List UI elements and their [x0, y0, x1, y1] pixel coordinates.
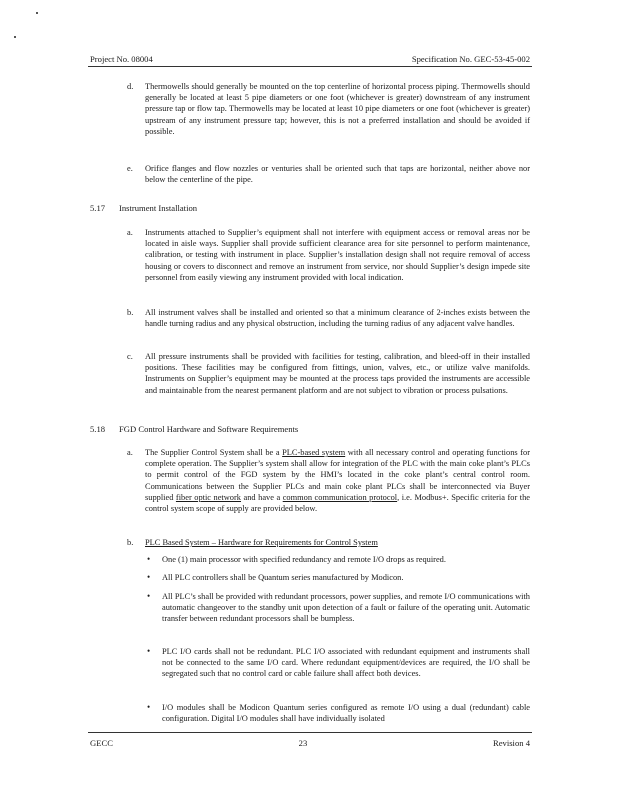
- fiber-optic-network-term: fiber optic network: [175, 492, 241, 502]
- section-title: Instrument Installation: [119, 203, 198, 213]
- bullet-text: All PLC’s shall be provided with redundant processors, power supplies, and remote I/O communications with automatic changeover to the standby unit upon detection of a fault or failure of the operating unit. Automatic transfer between redundant processors shall be bumpless.: [162, 592, 530, 624]
- subsection-heading: PLC Based System – Hardware for Requirements for Control System: [145, 538, 378, 547]
- bullet-text: PLC I/O cards shall not be redundant. PLC I/O associated with redundant equipment and instruments shall not be connected to the same I/O card. Where redundant equipment/devices are required, the I/O shall be segregated such that no control card or cable failure shall affect both devices.: [162, 647, 530, 679]
- bullet-text: I/O modules shall be Modicon Quantum series configured as remote I/O using a dual (redundant) cable configuration. Digital I/O modules shall have individually isolated: [162, 703, 530, 724]
- bullet-icon: •: [147, 646, 151, 656]
- paragraph-518-a: [145, 447, 530, 514]
- paragraph-d: Thermowells should generally be mounted on the top centerline of horizontal process piping. Thermowells should generally be located at least 5 pipe diameters or one foot (whichever is greater) downstream of any instrument pressure tap or flow tap. Thermowells may be located at least 10 pipe diameters or one foot (whichever is greater) upstream of any instrument pressure tap; however, this is not a preferred installation and should be avoided if possible.: [145, 82, 530, 136]
- communication-protocol-term: common communication protocol: [282, 492, 398, 502]
- scan-speck: [14, 36, 16, 38]
- project-number: Project No. 08004: [90, 54, 153, 64]
- footer-rule: [88, 732, 532, 733]
- item-marker: b.: [127, 308, 134, 317]
- item-marker: e.: [127, 164, 133, 173]
- section-number: 5.18: [90, 424, 106, 434]
- item-marker: b.: [127, 538, 134, 547]
- plc-based-system-term: PLC-based system: [282, 448, 346, 457]
- page-footer: [90, 738, 530, 748]
- paragraph-e: Orifice flanges and flow nozzles or venturies shall be oriented such that taps are horizontal, neither above nor below the centerline of the pipe.: [145, 164, 530, 185]
- page-header: [90, 54, 530, 64]
- scan-speck: [36, 12, 38, 14]
- bullet-icon: •: [147, 591, 151, 601]
- bullet-icon: •: [147, 554, 151, 564]
- section-title: FGD Control Hardware and Software Requirements: [119, 424, 299, 434]
- specification-number: Specification No. GEC-53-45-002: [411, 54, 530, 64]
- item-marker: a.: [127, 228, 133, 237]
- bullet-text: All PLC controllers shall be Quantum series manufactured by Modicon.: [162, 573, 404, 582]
- item-marker: a.: [127, 448, 133, 457]
- text-run: The Supplier Control System shall be a: [145, 448, 283, 457]
- item-marker: c.: [127, 352, 133, 361]
- footer-company: GECC: [90, 738, 113, 748]
- bullet-icon: •: [147, 702, 151, 712]
- header-rule: [88, 66, 532, 67]
- bullet-text: One (1) main processor with specified redundancy and remote I/O drops as required.: [162, 555, 446, 564]
- text-run: and have a: [240, 492, 283, 502]
- paragraph-517-a: Instruments attached to Supplier’s equipment shall not interfere with equipment access or removal areas nor be located in aisle ways. Supplier shall provide sufficient clearance area for site personnel to perform maintenance, calibration, or testing with instrument in place. Supplier’s installation design shall not require removal of access housing or covers to disconnect and remove an instrument from service, nor should Supplier’s design impede site personnel from easily viewing any instrument provided with local indication.: [145, 228, 530, 282]
- page-number: 23: [298, 738, 308, 748]
- text-run: with all necessary control and operating functions for complete operation. The Supplier’s system shall allow for integration of the PLC with the main coke plant’s PLCs to permit control of the FGD system by the HMI’s located in the coke plant’s central control room. Communications between the Supplier PLCs and main coke plant PLCs shall be interconnected via Buyer supplied: [145, 448, 530, 502]
- paragraph-517-c: All pressure instruments shall be provided with facilities for testing, calibration, and bleed-off in their installed positions. These facilities may be configured from fittings, union, valves, etc., or utilize valve manifolds. Instruments on Supplier’s equipment may be mounted at the process taps provided the instruments are accessible and maintainable from the nearest permanent platform and are not subject to vibration or process pulsations.: [145, 352, 530, 395]
- bullet-icon: •: [147, 572, 151, 582]
- text-run: , i.e. Modbus+. Specific criteria for the control system scope of supply are provided below.: [145, 492, 531, 514]
- item-marker: d.: [127, 82, 134, 91]
- section-number: 5.17: [90, 203, 106, 213]
- paragraph-517-b: All instrument valves shall be installed and oriented so that a minimum clearance of 2-inches exists between the handle turning radius and any physical obstruction, including the turning radius of any adjacent valve handles.: [145, 308, 530, 329]
- revision-label: Revision 4: [492, 738, 530, 748]
